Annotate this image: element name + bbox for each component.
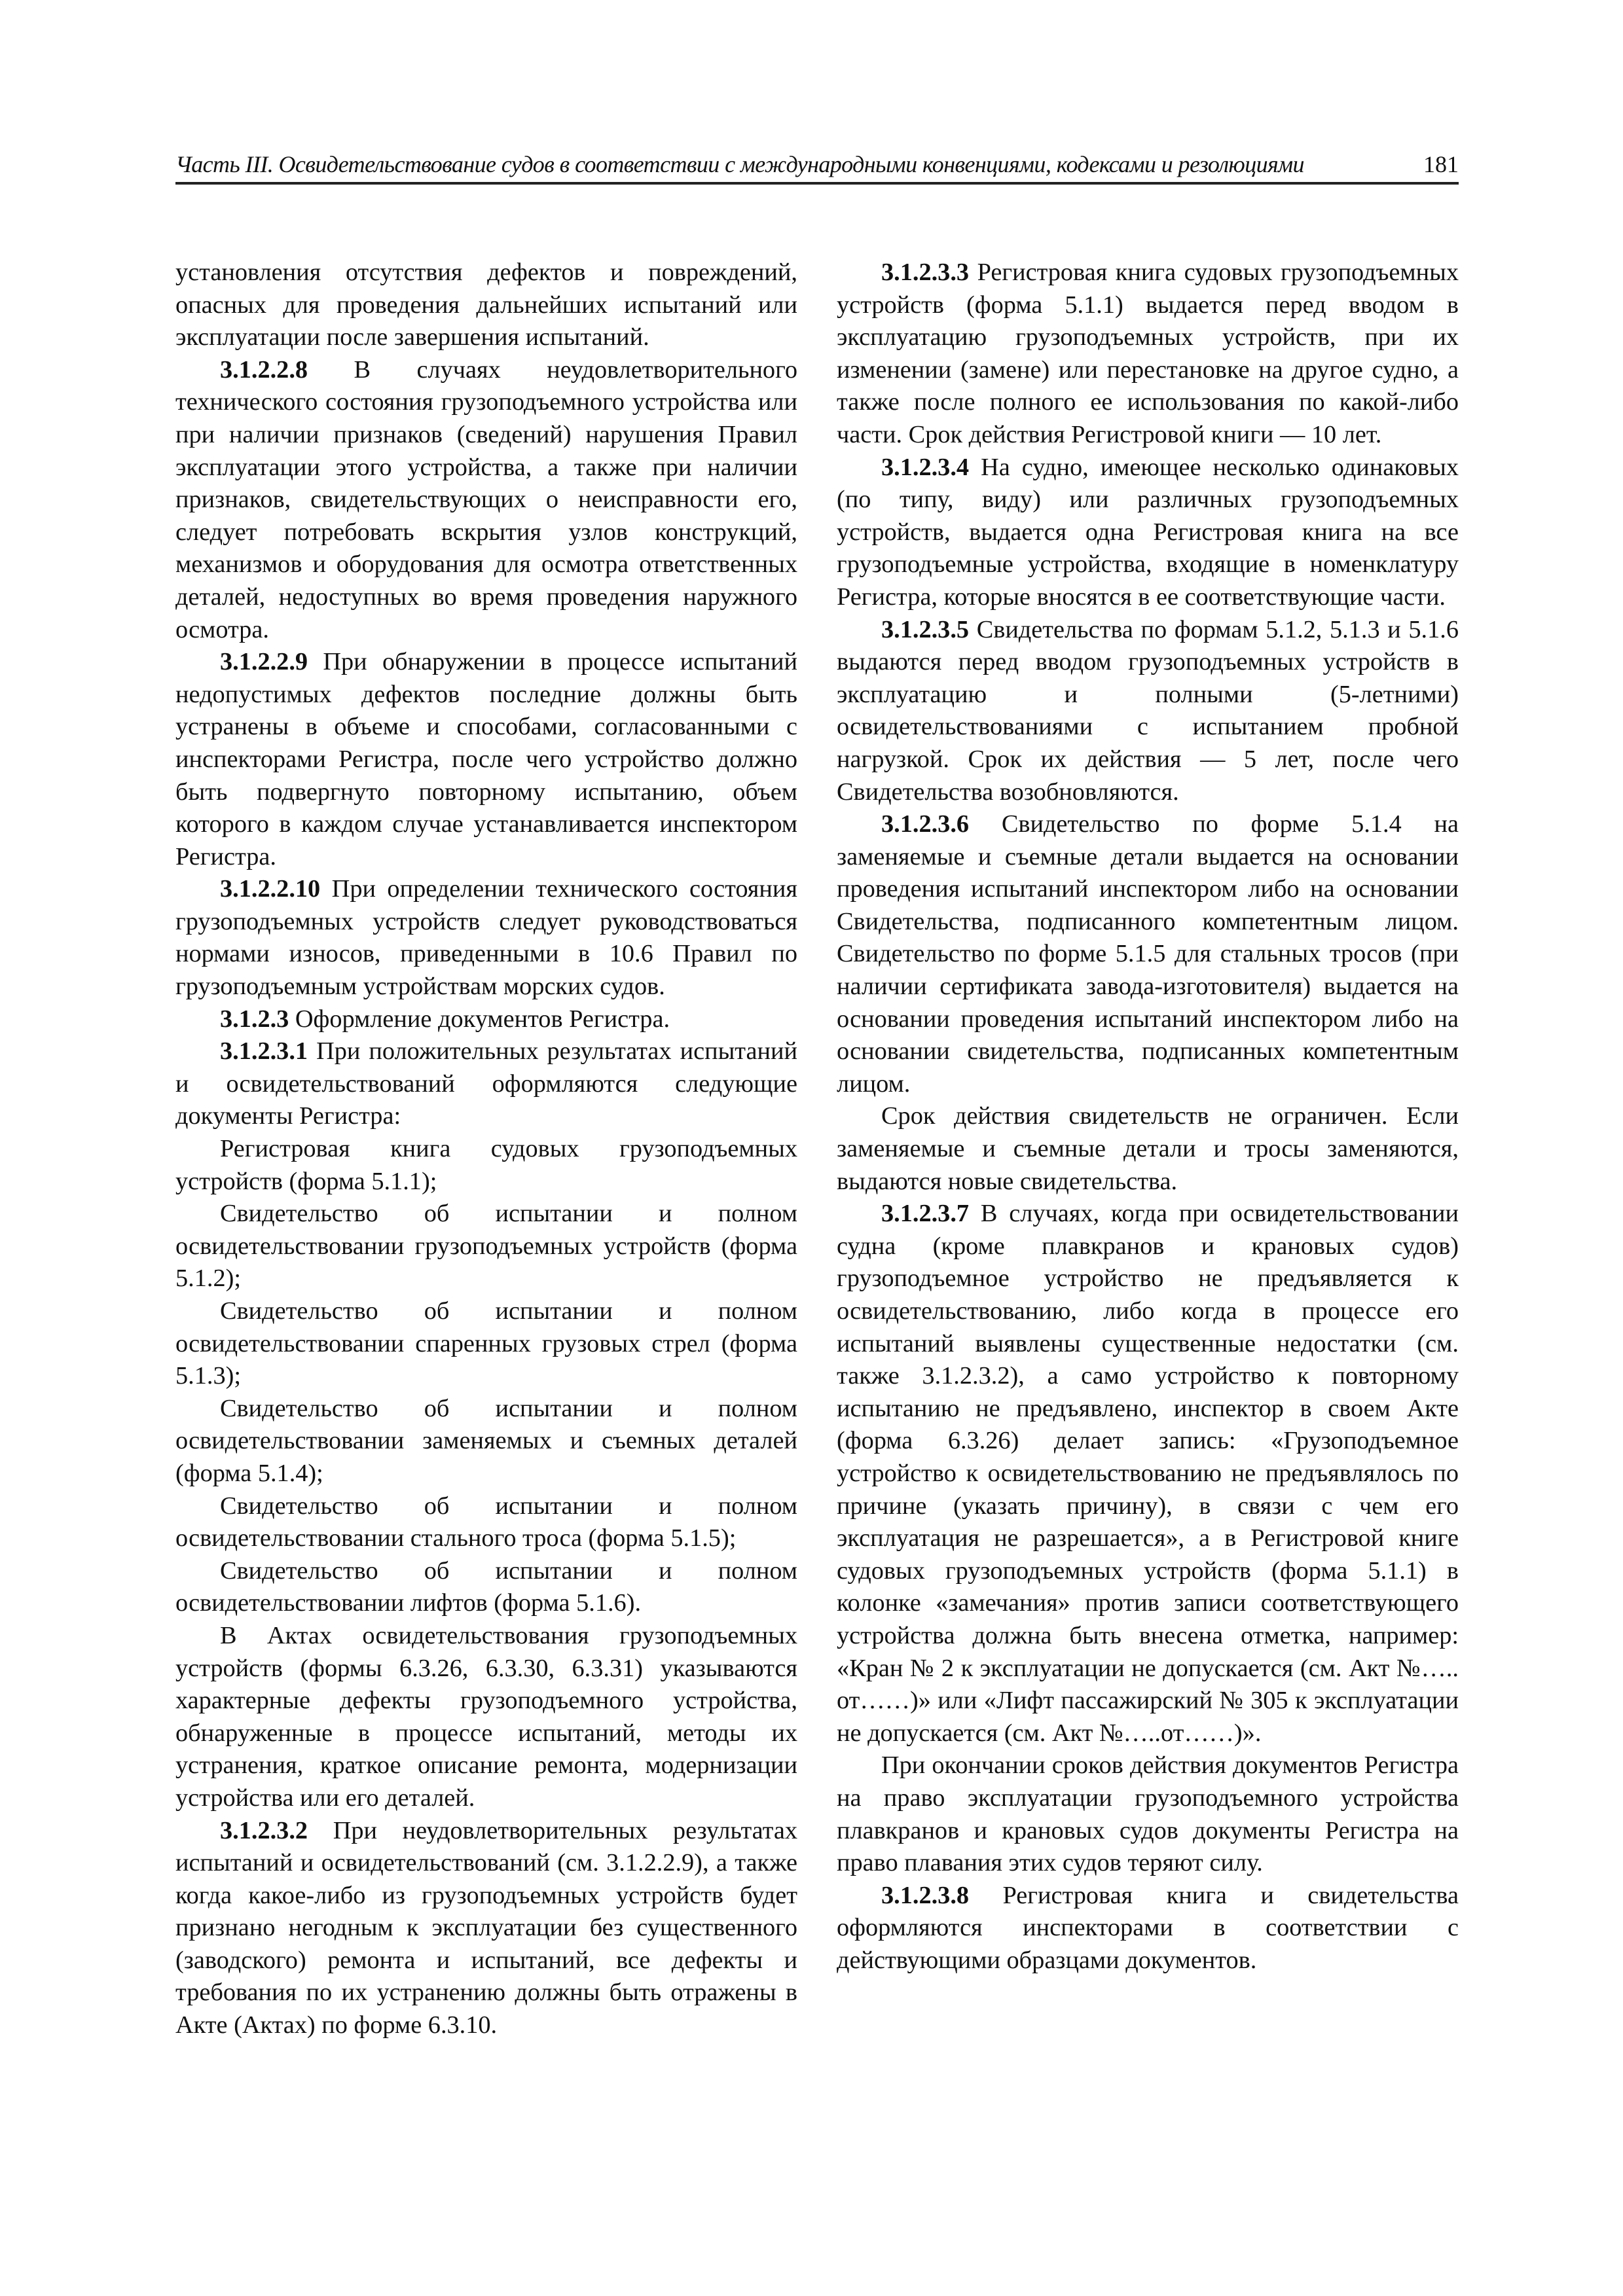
clause-number: 3.1.2.3.7: [881, 1200, 970, 1228]
paragraph-text: Свидетельство об испытании и полном освидетельствовании заменяемых и съемных деталей (форма 5.1.4);: [175, 1394, 797, 1487]
paragraph: [175, 1003, 797, 1036]
paragraph: [175, 646, 797, 873]
paragraph-text: При неудовлетворительных результатах испытаний и освидетельствований (см. 3.1.2.2.9), а также когда какое-либо из грузоподъемных устройств будет признано негодным к эксплуатации без существенного (заводского) ремонта и испытаний, все дефекты и требования по их устранению должны быть отражены в Акте (Актах) по форме 6.3.10.: [175, 1816, 797, 2039]
right-column: [837, 257, 1459, 1977]
clause-number: 3.1.2.3.1: [220, 1037, 308, 1066]
paragraph: [175, 873, 797, 1003]
paragraph-text: В Актах освидетельствования грузоподъемных устройств (формы 6.3.26, 6.3.30, 6.3.31) указываются характерные дефекты грузоподъемного устройства, обнаруженные в процессе испытаний, методы их устранения, краткое описание ремонта, модернизации устройства или его деталей.: [175, 1621, 797, 1812]
paragraph: [175, 1198, 797, 1295]
paragraph: [175, 1620, 797, 1815]
paragraph-text: В случаях неудовлетворительного технического состояния грузоподъемного устройства или при наличии признаков (сведений) нарушения Правил эксплуатации этого устройства, а также при наличии признаков, свидетельствующих о неисправности его, следует потребовать вскрытия узлов конструкций, механизмов и оборудования для осмотра ответственных деталей, недоступных во время проведения наружного осмотра.: [175, 355, 797, 643]
paragraph-text: Регистровая книга и свидетельства оформляются инспекторами в соответствии с действующими образцами документов.: [837, 1881, 1459, 1974]
paragraph-text: Свидетельство об испытании и полном освидетельствовании спаренных грузовых стрел (форма 5.1.3);: [175, 1297, 797, 1390]
paragraph-text: При положительных результатах испытаний и освидетельствований оформляются следующие документы Регистра:: [175, 1037, 797, 1130]
paragraph-text: Свидетельства по формам 5.1.2, 5.1.3 и 5.1.6 выдаются перед вводом грузоподъемных устройств в эксплуатацию и полными (5-летними) освидетельствованиями с испытанием пробной нагрузкой. Срок их действия — 5 лет, после чего Свидетельства возобновляются.: [837, 615, 1459, 806]
clause-number: 3.1.2.3.2: [220, 1816, 308, 1844]
paragraph: [837, 452, 1459, 614]
paragraph-text: Свидетельство об испытании и полном освидетельствовании лифтов (форма 5.1.6).: [175, 1556, 797, 1617]
paragraph: [175, 1555, 797, 1620]
clause-number: 3.1.2.2.8: [220, 355, 308, 384]
clause-number: 3.1.2.3.5: [881, 615, 970, 643]
running-header: [175, 145, 1459, 185]
clause-number: 3.1.2.2.9: [220, 648, 308, 676]
paragraph-text: В случаях, когда при освидетельствовании судна (кроме плавкранов и крановых судов) грузоподъемное устройство не предъявляется к освидетельствованию, либо когда в процессе его испытаний выявлены существенные недостатки (см. также 3.1.2.3.2), а само устройство к повторному испытанию не предъявлено, инспектор в своем Акте (форма 6.3.26) делает запись: «Грузоподъемное устройство к освидетельствованию не предъявлялось по причине (указать причину), в связи с чем его эксплуатация не разрешается», а в Регистровой книге судовых грузоподъемных устройств (форма 5.1.1) в колонке «замечания» против записи соответствующего устройства должна быть внесена отметка, например: «Кран № 2 к эксплуатации не допускается (см. Акт №….. от……)» или «Лифт пассажирский № 305 к эксплуатации не допускается (см. Акт №…..от……)».: [837, 1200, 1459, 1747]
clause-number: 3.1.2.2.10: [220, 875, 321, 903]
paragraph: [175, 1490, 797, 1555]
paragraph-text: При окончании сроков действия документов Регистра на право эксплуатации грузоподъемного устройства плавкранов и крановых судов документы Регистра на право плавания этих судов теряют силу.: [837, 1751, 1459, 1877]
paragraph: [837, 614, 1459, 809]
paragraph-text: Срок действия свидетельств не ограничен. Если заменяемые и съемные детали и тросы заменяются, выдаются новые свидетельства.: [837, 1102, 1459, 1195]
clause-number: 3.1.2.3.4: [881, 453, 970, 481]
paragraph: [837, 1880, 1459, 1977]
paragraph: [175, 1393, 797, 1490]
page-number: 181: [1423, 151, 1459, 177]
running-header-title: Часть III. Освидетельствование судов в соответствии с международными конвенциями, кодексами и резолюциями: [175, 151, 1304, 177]
paragraph-text: Свидетельство об испытании и полном освидетельствовании грузоподъемных устройств (форма 5.1.2);: [175, 1200, 797, 1293]
paragraph-text: Регистровая книга судовых грузоподъемных устройств (форма 5.1.1);: [175, 1135, 797, 1195]
paragraph: [175, 1035, 797, 1133]
paragraph: [175, 1295, 797, 1393]
paragraph: [837, 1749, 1459, 1879]
clause-number: 3.1.2.3: [220, 1005, 289, 1033]
paragraph-text: Свидетельство об испытании и полном освидетельствовании стального троса (форма 5.1.5);: [175, 1492, 797, 1552]
paragraph-text: Оформление документов Регистра.: [289, 1005, 670, 1033]
clause-number: 3.1.2.3.6: [881, 810, 970, 838]
paragraph: [175, 1133, 797, 1198]
paragraph-text: Регистровая книга судовых грузоподъемных устройств (форма 5.1.1) выдается перед вводом в эксплуатацию грузоподъемных устройств, при их изменении (замене) или перестановке на другое судно, а также после полного ее использования по какой-либо части. Срок действия Регистровой книги — 10 лет.: [837, 259, 1459, 448]
left-column: [175, 257, 797, 2042]
paragraph: [837, 808, 1459, 1100]
paragraph: [175, 257, 797, 354]
paragraph: [837, 257, 1459, 452]
paragraph-text: Свидетельство по форме 5.1.4 на заменяемые и съемные детали выдается на основании проведения испытаний инспектором либо на основании Свидетельства, подписанного компетентным лицом. Свидетельство по форме 5.1.5 для стальных тросов (при наличии сертификата завода-изготовителя) выдается на основании проведения испытаний инспектором либо на основании свидетельства, подписанных компетентным лицом.: [837, 810, 1459, 1098]
paragraph: [837, 1100, 1459, 1198]
paragraph-text: При определении технического состояния грузоподъемных устройств следует руководствоваться нормами износов, приведенными в 10.6 Правил по грузоподъемным устройствам морских судов.: [175, 875, 797, 1001]
paragraph-text: установления отсутствия дефектов и повреждений, опасных для проведения дальнейших испытаний или эксплуатации после завершения испытаний.: [175, 259, 797, 351]
clause-number: 3.1.2.3.8: [881, 1881, 970, 1909]
paragraph: [175, 1815, 797, 2042]
paragraph-text: На судно, имеющее несколько одинаковых (по типу, виду) или различных грузоподъемных устройств, выдается одна Регистровая книга на все грузоподъемные устройства, входящие в номенклатуру Регистра, которые вносятся в ее соответствующие части.: [837, 453, 1459, 611]
paragraph: [175, 354, 797, 646]
paragraph-text: При обнаружении в процессе испытаний недопустимых дефектов последние должны быть устранены в объеме и способами, согласованными с инспекторами Регистра, после чего устройство должно быть подвергнуто повторному испытанию, объем которого в каждом случае устанавливается инспектором Регистра.: [175, 648, 797, 870]
paragraph: [837, 1198, 1459, 1749]
clause-number: 3.1.2.3.3: [881, 259, 970, 286]
